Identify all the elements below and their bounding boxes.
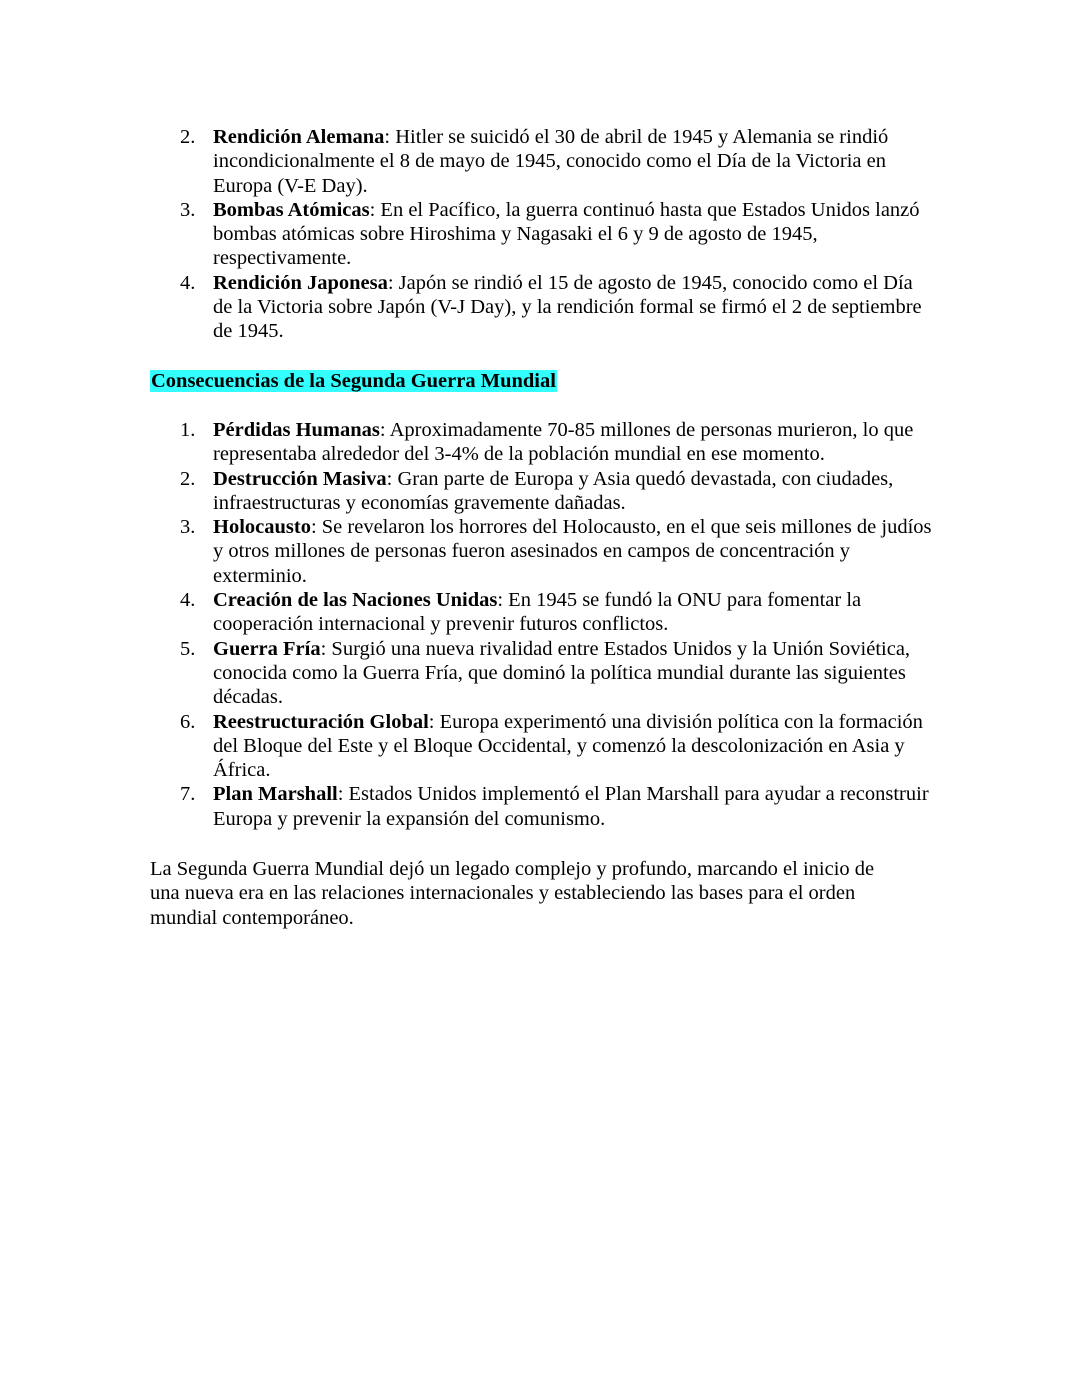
list-item [0, 467, 933, 516]
list-item-term: Holocausto [213, 516, 311, 539]
list-item-number: 4. [180, 271, 196, 294]
section-heading [150, 369, 557, 393]
list-item-number: 2. [180, 467, 196, 490]
list-item-text: : En 1945 se fundó la ONU para fomentar la cooperación internacional y prevenir futuros conflictos. [213, 589, 862, 636]
list-item-text: : Surgió una nueva rivalidad entre Estados Unidos y la Unión Soviética, conocida como la Guerra Fría, que dominó la política mundial durante las siguientes décadas. [213, 637, 911, 709]
list-item [0, 782, 933, 831]
list-item-term: Pérdidas Humanas [213, 419, 380, 441]
list-item-text: : Hitler se suicidó el 30 de abril de 1945 y Alemania se rindió incondicionalmente el 8 de mayo de 1945, conocido como el Día de la Victoria en Europa (V-E Day). [213, 126, 889, 197]
list-item-term: Reestructuración Global [213, 710, 429, 733]
list-item-number: 6. [180, 710, 196, 733]
list-item-number: 1. [180, 419, 196, 441]
list-item [0, 125, 933, 198]
list-item-number: 4. [180, 589, 196, 612]
list-item-term: Creación de las Naciones Unidas [213, 589, 498, 612]
list-item [0, 637, 933, 710]
list-item-text: : Europa experimentó una división política con la formación del Bloque del Este y el Bloque Occidental, y comenzó la descolonización en Asia y África. [213, 710, 923, 782]
list-item-text: : Japón se rindió el 15 de agosto de 1945, conocido como el Día de la Victoria sobre Japón (V-J Day), y la rendición formal se firmó el 2 de septiembre de 1945. [213, 271, 922, 343]
list-item [0, 418, 933, 467]
list-item-text: : Aproximadamente 70-85 millones de personas murieron, lo que representaba alrededor del 3-4% de la población mundial en ese momento. [213, 419, 914, 466]
list-item-number: 7. [180, 783, 196, 806]
list-item [0, 515, 933, 588]
list-item-term: Destrucción Masiva [213, 467, 387, 490]
list-item-text: : Gran parte de Europa y Asia quedó devastada, con ciudades, infraestructuras y economías gravemente dañadas. [213, 467, 894, 514]
list-item [0, 198, 933, 271]
list-item-term: Bombas Atómicas [213, 198, 370, 221]
list-item-term: Rendición Japonesa [213, 271, 388, 294]
section-heading-text: Consecuencias de la Segunda Guerra Mundial [151, 370, 556, 392]
list-item-text: : Se revelaron los horrores del Holocausto, en el que seis millones de judíos y otros millones de personas fueron asesinados en campos de concentración y exterminio. [213, 516, 932, 587]
list-item [0, 588, 933, 637]
list-item-term: Rendición Alemana [213, 126, 385, 148]
conclusion-paragraph: La Segunda Guerra Mundial dejó un legado complejo y profundo, marcando el inicio de una nueva era en las relaciones internacionales y estableciendo las bases para el orden mundial contemporáneo. [150, 858, 875, 929]
list-item-number: 3. [180, 516, 196, 539]
end-of-war-list [0, 125, 1080, 344]
list-item-term: Guerra Fría [213, 637, 321, 660]
list-item-text: : Estados Unidos implementó el Plan Marshall para ayudar a reconstruir Europa y prevenir la expansión del comunismo. [213, 783, 929, 830]
list-item [0, 710, 933, 783]
list-item [0, 271, 933, 344]
list-item-text: : En el Pacífico, la guerra continuó hasta que Estados Unidos lanzó bombas atómicas sobre Hiroshima y Nagasaki el 6 y 9 de agosto de 1945, respectivamente. [213, 198, 920, 270]
list-item-number: 3. [180, 198, 196, 221]
list-item-number: 2. [180, 126, 196, 148]
list-item-number: 5. [180, 637, 196, 660]
list-item-term: Plan Marshall [213, 783, 338, 806]
consequences-list [0, 418, 1080, 831]
